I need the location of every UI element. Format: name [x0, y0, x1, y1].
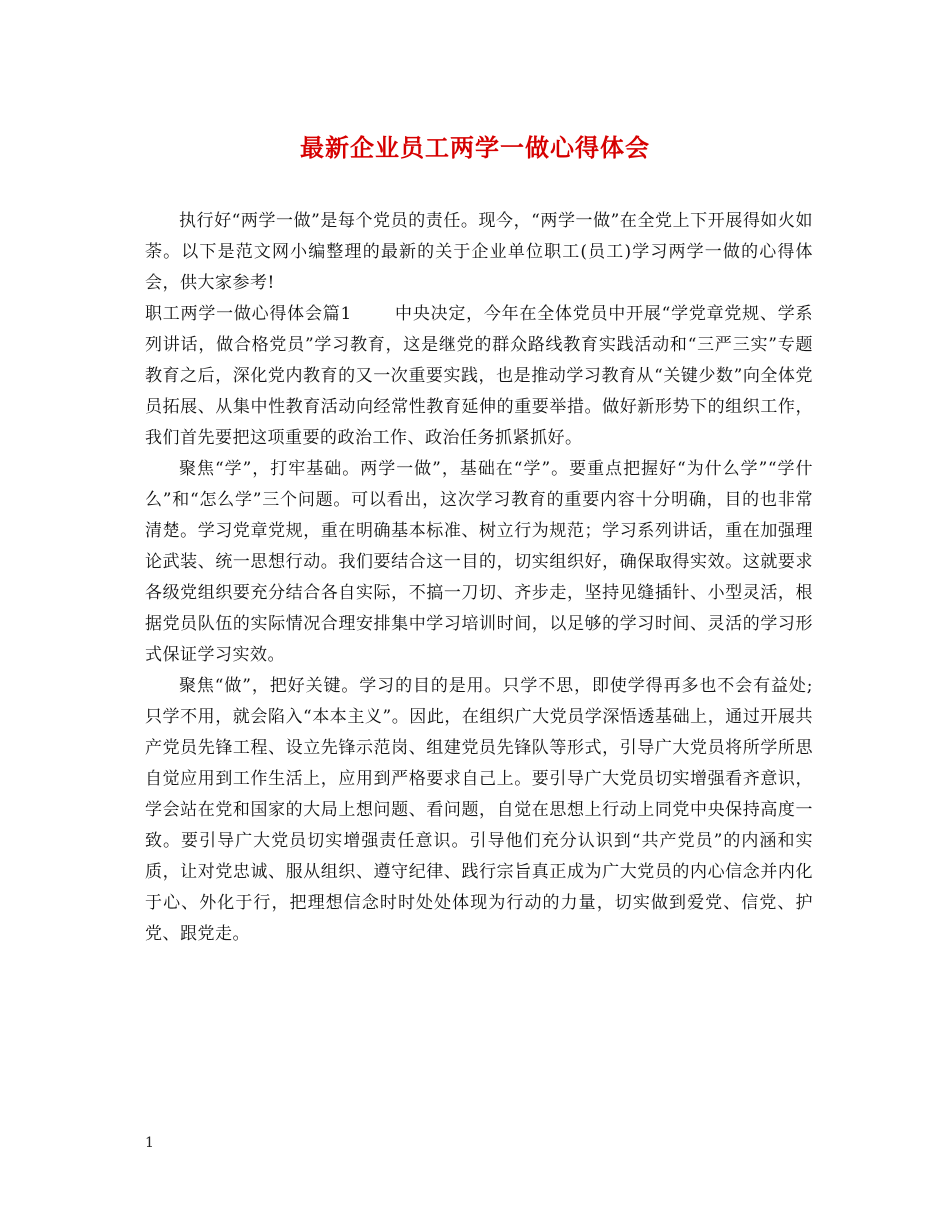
section-heading: 职工两学一做心得体会篇1: [145, 304, 352, 324]
document-title: 最新企业员工两学一做心得体会: [300, 134, 650, 162]
section-spacer: [352, 304, 395, 324]
section-paragraph: [145, 299, 813, 454]
practice-paragraph: 聚焦“做”，把好关键。学习的目的是用。只学不思，即使学得再多也不会有益处;只学不用，就会陷入“本本主义”。因此，在组织广大党员学深悟透基础上，通过开展共产党员先锋工程、设立先锋示范岗、组建党员先锋队等形式，引导广大党员将所学所思自觉应用到工作生活上，应用到严格要求自己上。要引导广大党员切实增强看齐意识，学会站在党和国家的大局上想问题、看问题，自觉在思想上行动上同党中央保持高度一致。要引导广大党员切实增强责任意识。引导他们充分认识到“共产党员”的内涵和实质，让对党忠诚、服从组织、遵守纪律、践行宗旨真正成为广大党员的内心信念并内化于心、外化于行，把理想信念时时处处体现为行动的力量，切实做到爱党、信党、护党、跟党走。: [145, 676, 813, 944]
intro-paragraph: 执行好“两学一做”是每个党员的责任。现今，“两学一做”在全党上下开展得如火如荼。以下是范文网小编整理的最新的关于企业单位职工(员工)学习两学一做的心得体会，供大家参考!: [145, 211, 813, 293]
page-number: 1: [145, 1135, 154, 1151]
study-paragraph: 聚焦“学”，打牢基础。两学一做”，基础在“学”。要重点把握好“为什么学”“学什么”和“怎么学”三个问题。可以看出，这次学习教育的重要内容十分明确，目的也非常清楚。学习党章党规，重在明确基本标准、树立行为规范；学习系列讲话，重在加强理论武装、统一思想行动。我们要结合这一目的，切实组织好，确保取得实效。这就要求各级党组织要充分结合各自实际，不搞一刀切、齐步走，坚持见缝插针、小型灵活，根据党员队伍的实际情况合理安排集中学习培训时间，以足够的学习时间、灵活的学习形式保证学习实效。: [145, 459, 813, 665]
section-body: 中央决定，今年在全体党员中开展“学党章党规、学系列讲话，做合格党员”学习教育，这是继党的群众路线教育实践活动和“三严三实”专题教育之后，深化党内教育的又一次重要实践，也是推动学习教育从“关键少数”向全体党员拓展、从集中性教育活动向经常性教育延伸的重要举措。做好新形势下的组织工作，我们首先要把这项重要的政治工作、政治任务抓紧抓好。: [145, 304, 813, 448]
document-body: [145, 206, 813, 950]
